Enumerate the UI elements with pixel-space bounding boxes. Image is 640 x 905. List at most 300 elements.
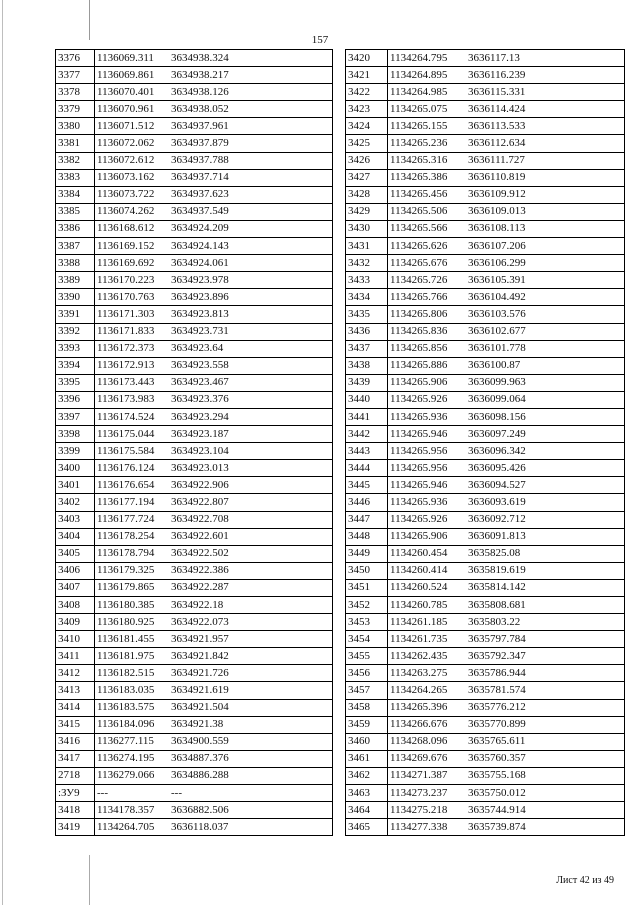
x-coordinate: 1136169.152 (97, 239, 155, 252)
point-number-cell: 3413 (56, 682, 95, 699)
point-number-cell: 3412 (56, 665, 95, 682)
coordinate-cell (95, 391, 333, 408)
coordinate-cell (388, 67, 625, 84)
table-row (346, 272, 625, 289)
y-coordinate: 3635819.619 (468, 564, 526, 577)
point-number-cell: 3454 (346, 631, 388, 648)
y-coordinate: 3634937.623 (171, 188, 229, 201)
x-coordinate: 1136179.865 (97, 581, 155, 594)
point-number-cell: 3385 (56, 203, 95, 220)
table-row (346, 494, 625, 511)
table-row (346, 203, 625, 220)
point-number-cell: 3425 (346, 135, 388, 152)
table-row (346, 562, 625, 579)
y-coordinate: 3634923.376 (171, 393, 229, 406)
y-coordinate: 3636092.712 (468, 513, 526, 526)
point-number-cell: 3445 (346, 477, 388, 494)
y-coordinate: 3635755.168 (468, 769, 526, 782)
y-coordinate: 3634923.813 (171, 307, 229, 320)
coordinate-cell (388, 323, 625, 340)
x-coordinate: 1134265.676 (390, 256, 448, 269)
x-coordinate: 1134264.795 (390, 51, 448, 64)
y-coordinate: 3636107.206 (468, 239, 526, 252)
x-coordinate: 1134265.155 (390, 119, 448, 132)
x-coordinate: 1134265.316 (390, 154, 448, 167)
point-number-cell: 3415 (56, 716, 95, 733)
y-coordinate: 3635750.012 (468, 786, 526, 799)
point-number-cell: 3461 (346, 750, 388, 767)
coordinate-cell (388, 750, 625, 767)
point-number-cell: 3439 (346, 374, 388, 391)
coordinate-cell (95, 750, 333, 767)
table-row (346, 460, 625, 477)
x-coordinate: 1136169.692 (97, 256, 155, 269)
y-coordinate: 3634924.143 (171, 239, 229, 252)
y-coordinate: 3636112.634 (468, 137, 526, 150)
table-row (346, 528, 625, 545)
table-row (56, 597, 333, 614)
x-coordinate: 1134265.886 (390, 359, 448, 372)
y-coordinate: 3635760.357 (468, 752, 526, 765)
point-number-cell: 3406 (56, 562, 95, 579)
table-row (346, 50, 625, 67)
x-coordinate: 1134265.956 (390, 444, 448, 457)
point-number-cell: 3419 (56, 819, 95, 836)
point-number-cell: 3378 (56, 84, 95, 101)
point-number-cell: 3414 (56, 699, 95, 716)
point-number-cell: 3436 (346, 323, 388, 340)
point-number-cell: 3457 (346, 682, 388, 699)
x-coordinate: 1134260.524 (390, 581, 448, 594)
table-row (346, 357, 625, 374)
table-row (346, 152, 625, 169)
x-coordinate: 1136184.096 (97, 718, 155, 731)
table-row (56, 357, 333, 374)
x-coordinate: 1136173.443 (97, 376, 155, 389)
point-number-cell: 3465 (346, 819, 388, 836)
x-coordinate: 1134271.387 (390, 769, 448, 782)
table-row (346, 238, 625, 255)
x-coordinate: 1134265.856 (390, 342, 448, 355)
y-coordinate: 3635808.681 (468, 598, 526, 611)
y-coordinate: 3635765.611 (468, 735, 526, 748)
coordinate-cell (388, 135, 625, 152)
point-number-cell: 3410 (56, 631, 95, 648)
x-coordinate: 1136178.794 (97, 547, 155, 560)
y-coordinate: 3636111.727 (468, 154, 525, 167)
y-coordinate: 3636101.778 (468, 342, 526, 355)
point-number-cell: 3446 (346, 494, 388, 511)
y-coordinate: 3636093.619 (468, 495, 526, 508)
y-coordinate: 3636109.912 (468, 188, 526, 201)
x-coordinate: 1136174.524 (97, 410, 155, 423)
coordinate-cell (388, 289, 625, 306)
y-coordinate: --- (171, 786, 182, 799)
y-coordinate: 3634924.209 (171, 222, 229, 235)
table-row (346, 767, 625, 784)
point-number-cell: 3397 (56, 408, 95, 425)
point-number-cell: 3392 (56, 323, 95, 340)
y-coordinate: 3634922.601 (171, 530, 229, 543)
coordinate-cell (388, 819, 625, 836)
coordinate-cell (95, 631, 333, 648)
x-coordinate: 1136170.763 (97, 290, 155, 303)
point-number-cell: 3464 (346, 802, 388, 819)
x-coordinate: 1136069.311 (97, 51, 154, 64)
y-coordinate: 3635803.22 (468, 615, 521, 628)
sheet-footer: Лист 42 из 49 (556, 875, 614, 886)
point-number-cell: 3430 (346, 220, 388, 237)
x-coordinate: 1134265.726 (390, 273, 448, 286)
point-number-cell: 3451 (346, 579, 388, 596)
point-number-cell: 3453 (346, 614, 388, 631)
x-coordinate: 1134265.936 (390, 495, 448, 508)
point-number-cell: 3429 (346, 203, 388, 220)
point-number-cell: 3437 (346, 340, 388, 357)
table-row (56, 716, 333, 733)
coordinate-cell (388, 255, 625, 272)
y-coordinate: 3635786.944 (468, 666, 526, 679)
y-coordinate: 3634938.126 (171, 85, 229, 98)
coordinate-cell (95, 186, 333, 203)
coordinate-cell (388, 648, 625, 665)
x-coordinate: 1134262.435 (390, 649, 448, 662)
x-coordinate: 1134265.956 (390, 461, 448, 474)
x-coordinate: 1136168.612 (97, 222, 155, 235)
coordinate-cell (95, 614, 333, 631)
coordinate-cell (95, 272, 333, 289)
y-coordinate: 3635744.914 (468, 803, 526, 816)
table-row (346, 699, 625, 716)
coordinate-cell (95, 802, 333, 819)
point-number-cell: 3431 (346, 238, 388, 255)
x-coordinate: 1136171.303 (97, 307, 155, 320)
y-coordinate: 3634921.957 (171, 632, 229, 645)
y-coordinate: 3636099.064 (468, 393, 526, 406)
coordinate-cell (95, 408, 333, 425)
point-number-cell: 3404 (56, 528, 95, 545)
table-row (346, 391, 625, 408)
table-row (346, 579, 625, 596)
table-row (346, 819, 625, 836)
point-number-cell: 3390 (56, 289, 95, 306)
coordinate-cell (388, 511, 625, 528)
point-number-cell: 3462 (346, 767, 388, 784)
table-row (56, 767, 333, 784)
point-number-cell: 3426 (346, 152, 388, 169)
point-number-cell: 3420 (346, 50, 388, 67)
table-row (56, 785, 333, 802)
y-coordinate: 3634922.386 (171, 564, 229, 577)
x-coordinate: 1136180.385 (97, 598, 155, 611)
coordinate-cell (388, 426, 625, 443)
coordinate-cell (95, 511, 333, 528)
x-coordinate: 1134265.926 (390, 393, 448, 406)
coordinate-cell (95, 597, 333, 614)
table-row (56, 750, 333, 767)
point-number-cell: 3427 (346, 169, 388, 186)
point-number-cell: 3403 (56, 511, 95, 528)
coordinate-cell (388, 579, 625, 596)
coordinate-cell (95, 494, 333, 511)
table-row (56, 101, 333, 118)
x-coordinate: 1134265.936 (390, 410, 448, 423)
coordinate-cell (388, 118, 625, 135)
y-coordinate: 3636116.239 (468, 68, 526, 81)
coordinate-cell (388, 238, 625, 255)
table-row (56, 443, 333, 460)
coordinate-cell (388, 545, 625, 562)
x-coordinate: 1134261.735 (390, 632, 448, 645)
table-row (346, 340, 625, 357)
table-row (346, 631, 625, 648)
x-coordinate: 1134273.237 (390, 786, 448, 799)
x-coordinate: 1134265.946 (390, 427, 448, 440)
x-coordinate: 1136069.861 (97, 68, 155, 81)
table-row (56, 579, 333, 596)
y-coordinate: 3636108.113 (468, 222, 526, 235)
table-row (346, 118, 625, 135)
coordinate-cell (95, 545, 333, 562)
point-number-cell: 3455 (346, 648, 388, 665)
y-coordinate: 3634923.896 (171, 290, 229, 303)
point-number-cell: 3433 (346, 272, 388, 289)
y-coordinate: 3634924.061 (171, 256, 229, 269)
y-coordinate: 3634937.714 (171, 171, 229, 184)
x-coordinate: 1134264.705 (97, 820, 155, 833)
x-coordinate: 1134265.626 (390, 239, 448, 252)
table-row (56, 220, 333, 237)
y-coordinate: 3634923.187 (171, 427, 229, 440)
y-coordinate: 3634937.879 (171, 137, 229, 150)
coordinate-cell (95, 562, 333, 579)
point-number-cell: 3376 (56, 50, 95, 67)
coordinate-cell (388, 220, 625, 237)
y-coordinate: 3636106.299 (468, 256, 526, 269)
table-row (56, 238, 333, 255)
coordinate-cell (388, 682, 625, 699)
coordinate-cell (388, 84, 625, 101)
y-coordinate: 3634921.504 (171, 701, 229, 714)
x-coordinate: 1136070.961 (97, 102, 155, 115)
x-coordinate: 1136070.401 (97, 85, 155, 98)
point-number-cell: 3395 (56, 374, 95, 391)
coordinate-cell (95, 118, 333, 135)
coordinate-cell (388, 528, 625, 545)
point-number-cell: 3440 (346, 391, 388, 408)
coordinate-cell (388, 203, 625, 220)
y-coordinate: 3636094.527 (468, 478, 526, 491)
table-row (346, 802, 625, 819)
y-coordinate: 3634937.961 (171, 119, 229, 132)
table-row (346, 733, 625, 750)
table-row (56, 408, 333, 425)
x-coordinate: 1136182.515 (97, 666, 155, 679)
x-coordinate: 1134268.096 (390, 735, 448, 748)
y-coordinate: 3634922.287 (171, 581, 229, 594)
table-row (346, 614, 625, 631)
y-coordinate: 3636091.813 (468, 530, 526, 543)
table-row (346, 306, 625, 323)
y-coordinate: 3636095.426 (468, 461, 526, 474)
coordinate-cell (95, 682, 333, 699)
point-number-cell: 3441 (346, 408, 388, 425)
x-coordinate: 1134269.676 (390, 752, 448, 765)
scan-edge-line (2, 0, 3, 905)
y-coordinate: 3636098.156 (468, 410, 526, 423)
y-coordinate: 3634922.906 (171, 478, 229, 491)
table-row (56, 648, 333, 665)
point-number-cell: 3422 (346, 84, 388, 101)
y-coordinate: 3636110.819 (468, 171, 526, 184)
coordinate-cell (95, 67, 333, 84)
table-row (56, 460, 333, 477)
point-number-cell: 3463 (346, 785, 388, 802)
point-number-cell: 3449 (346, 545, 388, 562)
x-coordinate: 1136172.373 (97, 342, 155, 355)
table-row (56, 306, 333, 323)
table-row (346, 374, 625, 391)
table-row (56, 272, 333, 289)
x-coordinate: 1134266.676 (390, 718, 448, 731)
x-coordinate: 1136180.925 (97, 615, 155, 628)
coordinate-cell (388, 460, 625, 477)
x-coordinate: 1136177.724 (97, 513, 155, 526)
table-row (56, 152, 333, 169)
table-row (346, 716, 625, 733)
y-coordinate: 3636099.963 (468, 376, 526, 389)
coordinate-cell (388, 785, 625, 802)
x-coordinate: 1134265.456 (390, 188, 448, 201)
table-row (56, 391, 333, 408)
table-row (56, 289, 333, 306)
coordinate-cell (95, 648, 333, 665)
point-number-cell: 3388 (56, 255, 95, 272)
point-number-cell: 3423 (346, 101, 388, 118)
x-coordinate: 1136170.223 (97, 273, 155, 286)
point-number-cell: 3384 (56, 186, 95, 203)
coordinate-cell (95, 306, 333, 323)
coordinate-cell (95, 733, 333, 750)
x-coordinate: 1134265.236 (390, 137, 448, 150)
coordinate-cell (388, 733, 625, 750)
y-coordinate: 3634937.788 (171, 154, 229, 167)
table-row (346, 648, 625, 665)
coordinate-cell (95, 426, 333, 443)
coordinate-cell (388, 802, 625, 819)
point-number-cell: 3459 (346, 716, 388, 733)
coordinate-cell (95, 255, 333, 272)
point-number-cell: 3434 (346, 289, 388, 306)
y-coordinate: 3634887.376 (171, 752, 229, 765)
table-row (56, 614, 333, 631)
x-coordinate: 1136183.035 (97, 684, 155, 697)
table-row (56, 733, 333, 750)
point-number-cell: 3411 (56, 648, 95, 665)
coordinate-cell (95, 716, 333, 733)
x-coordinate: 1134265.906 (390, 376, 448, 389)
table-row (56, 528, 333, 545)
x-coordinate: 1134263.275 (390, 666, 448, 679)
point-number-cell: 3381 (56, 135, 95, 152)
x-coordinate: 1134265.926 (390, 513, 448, 526)
x-coordinate: 1134265.946 (390, 478, 448, 491)
x-coordinate: 1134265.836 (390, 325, 448, 338)
point-number-cell: 3407 (56, 579, 95, 596)
point-number-cell: 3416 (56, 733, 95, 750)
point-number-cell: 3408 (56, 597, 95, 614)
x-coordinate: 1134265.906 (390, 530, 448, 543)
coordinate-cell (388, 631, 625, 648)
coordinate-cell (388, 306, 625, 323)
x-coordinate: 1136073.162 (97, 171, 155, 184)
coordinate-cell (388, 562, 625, 579)
x-coordinate: 1134265.075 (390, 102, 448, 115)
x-coordinate: 1134264.265 (390, 684, 448, 697)
y-coordinate: 3636100.87 (468, 359, 521, 372)
coordinates-table-right (345, 49, 625, 836)
x-coordinate: 1136181.975 (97, 649, 155, 662)
point-number-cell: 3409 (56, 614, 95, 631)
y-coordinate: 3634921.619 (171, 684, 229, 697)
y-coordinate: 3636105.391 (468, 273, 526, 286)
coordinate-cell (388, 614, 625, 631)
y-coordinate: 3636118.037 (171, 820, 229, 833)
point-number-cell: 3380 (56, 118, 95, 135)
coordinate-cell (388, 716, 625, 733)
coordinate-cell (95, 579, 333, 596)
y-coordinate: 3635776.212 (468, 701, 526, 714)
y-coordinate: 3634923.978 (171, 273, 229, 286)
point-number-cell: 3435 (346, 306, 388, 323)
y-coordinate: 3636109.013 (468, 205, 526, 218)
table-row (346, 84, 625, 101)
coordinate-cell (95, 528, 333, 545)
point-number-cell: 3398 (56, 426, 95, 443)
table-row (56, 699, 333, 716)
table-row (56, 494, 333, 511)
coordinate-cell (388, 494, 625, 511)
table-row (346, 750, 625, 767)
coordinates-table-left (55, 49, 333, 836)
table-row (346, 408, 625, 425)
table-row (56, 631, 333, 648)
coordinate-cell (95, 169, 333, 186)
table-row (56, 135, 333, 152)
coordinate-cell (95, 767, 333, 784)
x-coordinate: 1136177.194 (97, 495, 155, 508)
coordinate-cell (388, 374, 625, 391)
x-coordinate: 1136181.455 (97, 632, 155, 645)
table-row (56, 562, 333, 579)
table-row (346, 443, 625, 460)
point-number-cell: 3456 (346, 665, 388, 682)
y-coordinate: 3635797.784 (468, 632, 526, 645)
table-row (346, 67, 625, 84)
point-number-cell: 3383 (56, 169, 95, 186)
x-coordinate: 1136074.262 (97, 205, 155, 218)
table-row (56, 819, 333, 836)
point-number-cell: 3394 (56, 357, 95, 374)
scan-artifact-line (89, 855, 90, 905)
table-row (346, 682, 625, 699)
coordinate-cell (95, 220, 333, 237)
table-row (56, 323, 333, 340)
point-number-cell: 3438 (346, 357, 388, 374)
y-coordinate: 3634923.013 (171, 461, 229, 474)
point-number-cell: 3399 (56, 443, 95, 460)
page-number: 157 (311, 34, 329, 46)
